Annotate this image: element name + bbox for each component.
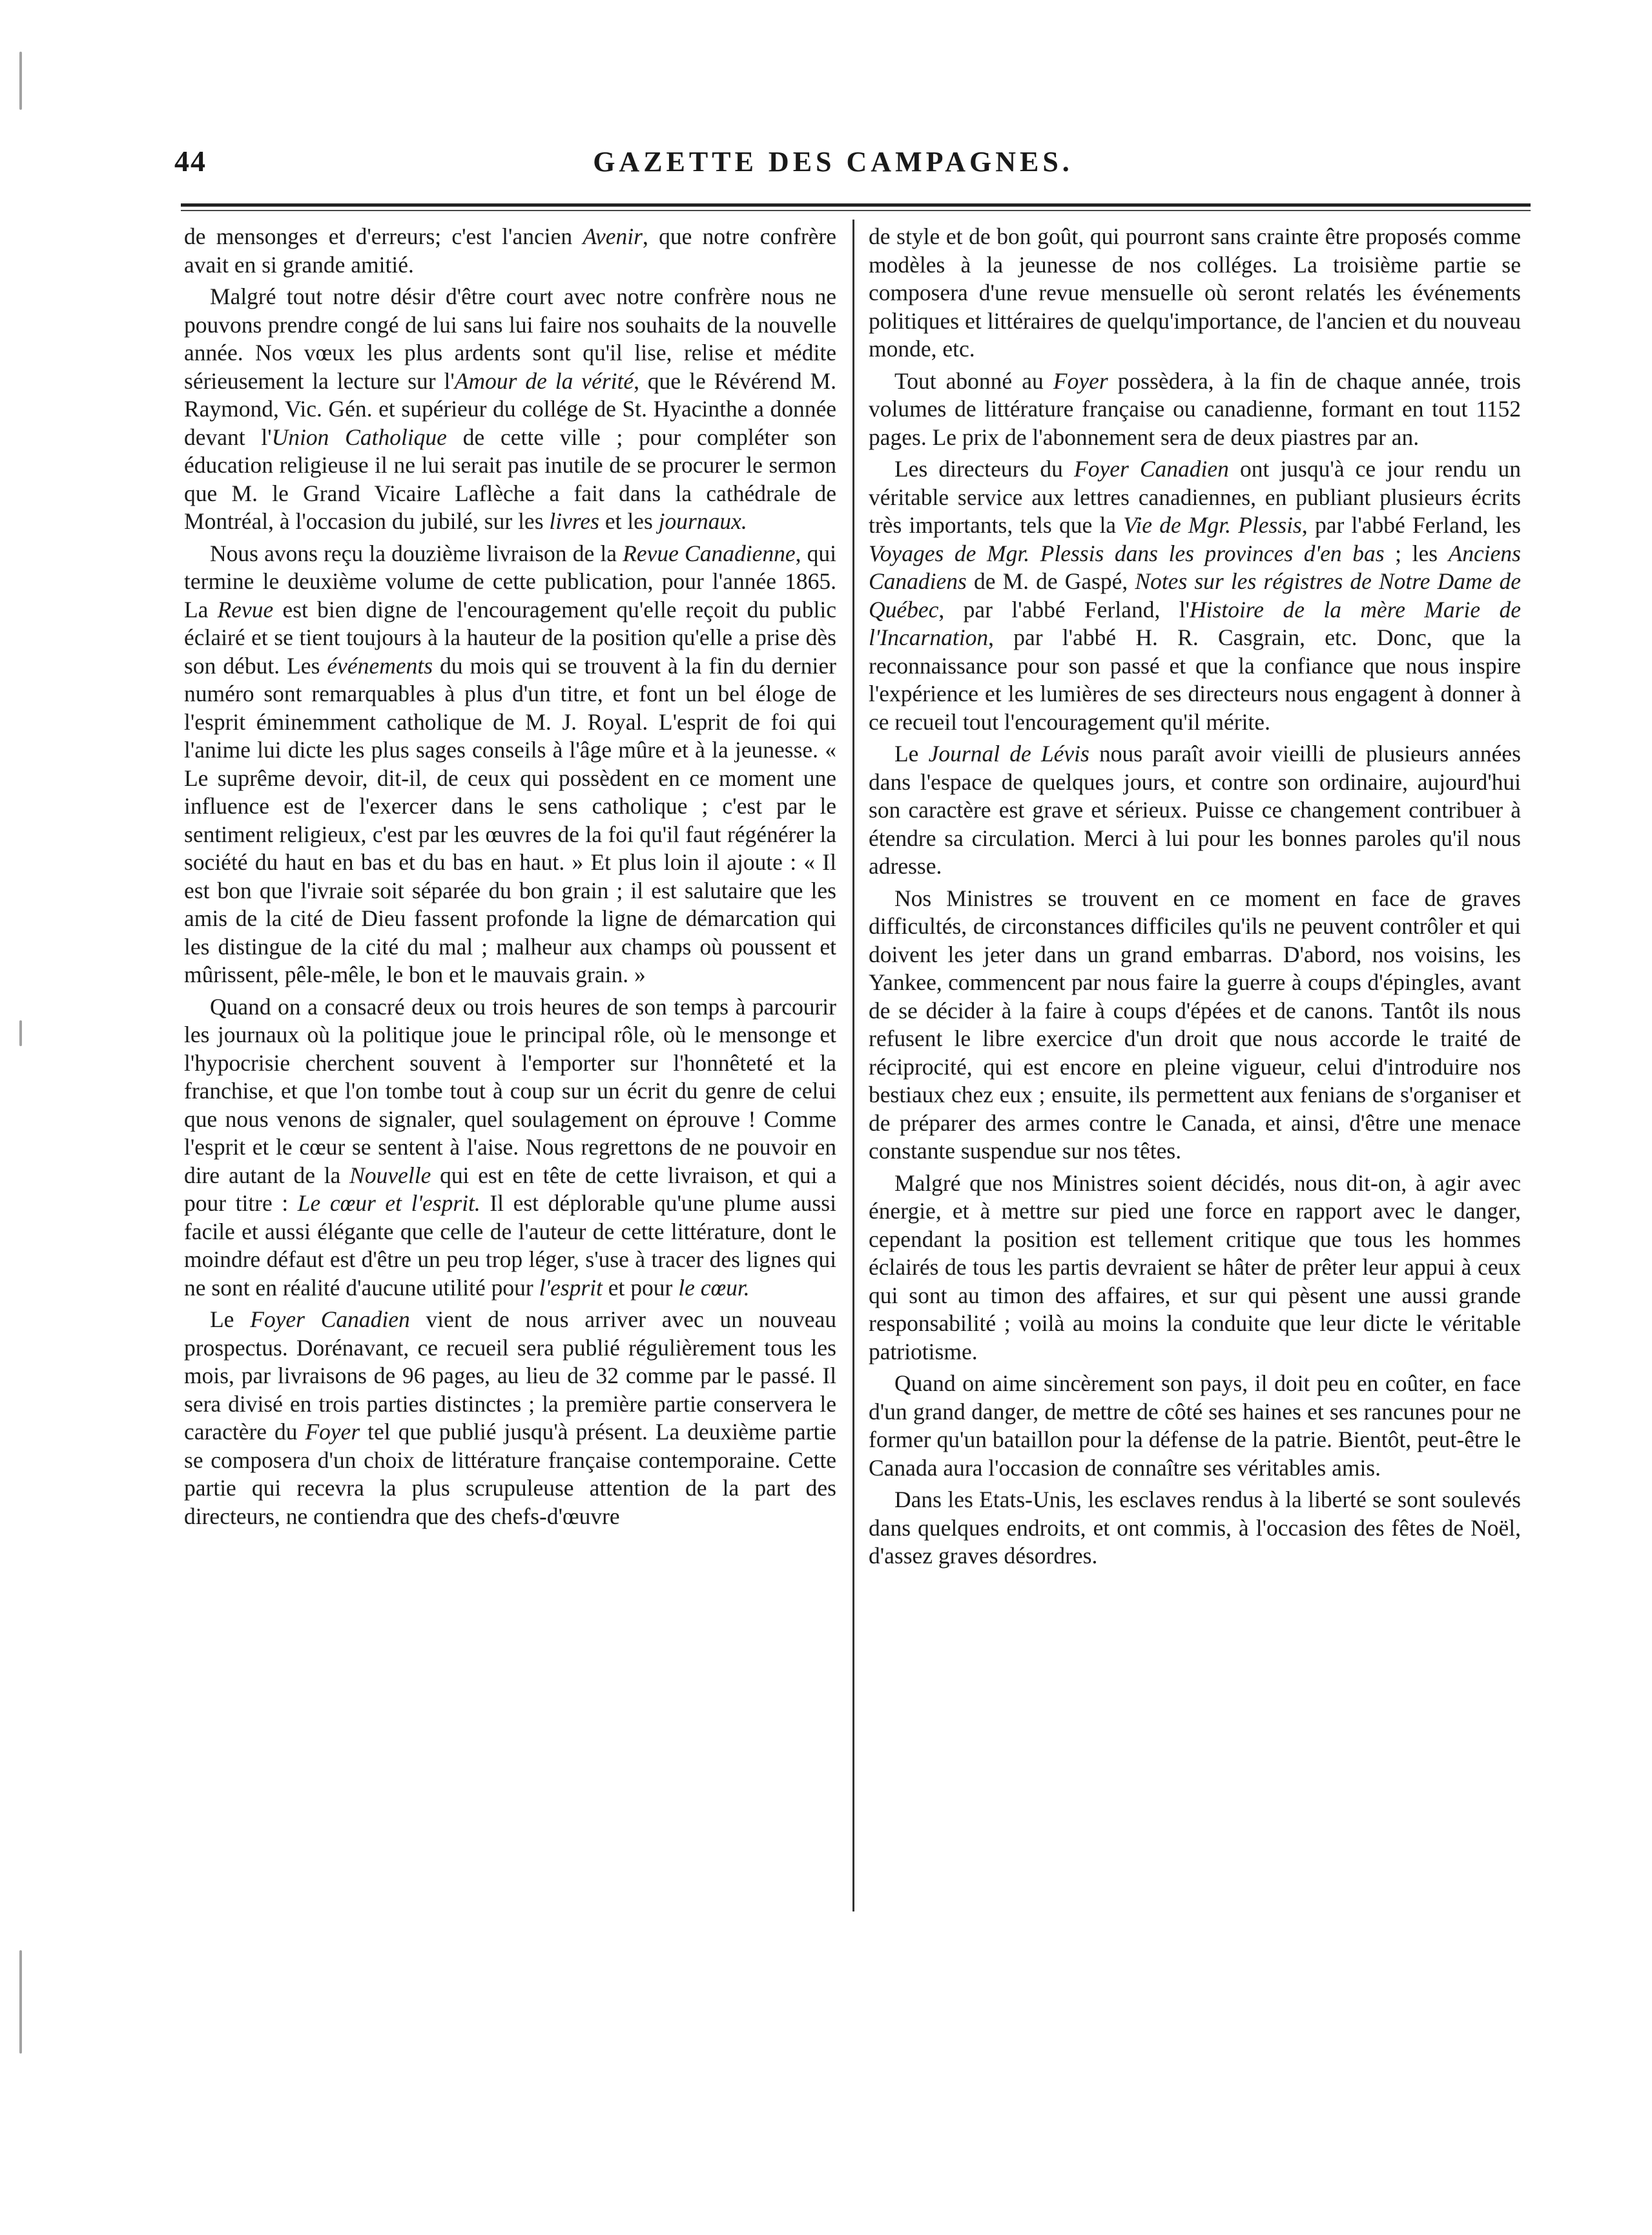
italic-text-run: Amour de la vérité [454,367,634,394]
article-paragraph [869,367,1521,452]
text-run: possèdera, à la fin de chaque année, trois volumes de littérature française ou canadienne, formant en tout 1152 pages. Le prix de l'abonnement sera de deux piastres par an. [869,367,1521,450]
text-run: est bien digne de l'encouragement qu'elle reçoit du public éclairé et se tient toujours à la hauteur de la position qu'elle a prise dès son début. Les [184,596,836,679]
text-run: Quand on a consacré deux ou trois heures de son temps à parcourir les journaux où la politique joue le principal rôle, où le mensonge et l'hypocrisie cherchent souvent à l'emporter sur l'honnêteté et la franchise, et que l'on tombe tout à coup sur un écrit du genre de celui que nous venons de signaler, quel soulagement on éprouve ! Comme l'esprit et le cœur se sentent à l'aise. Nous regrettons de ne pouvoir en dire autant de la [184,993,836,1188]
italic-text-run: Revue Canadienne [623,540,796,566]
article-paragraph [869,885,1521,1166]
italic-text-run: Union Catholique [271,424,447,450]
header-rule-thin [181,210,1531,211]
text-run: Nos Ministres se trouvent en ce moment en face de graves difficultés, de circonstances difficiles qu'ils ne peuvent contrôler et qui doivent les jeter dans un grand embarras. D'abord, nos voisins, les Yankee, commencent par nous faire la guerre à coups d'épingles, avant de se décider à la faire à coups d'épées et de canons. Tantôt ils nous refusent le libre exercice d'un droit que nous accorde le traité de réciprocité, qui est encore en pleine vigueur, celui d'introduire nos bestiaux chez eux ; ensuite, ils permettent aux fenians de s'organiser et de préparer des armes contre le Canada, et ainsi, d'être une menace constante suspendue sur nos têtes. [869,885,1521,1164]
italic-text-run: Le cœur et l'esprit. [297,1190,480,1216]
article-paragraph [184,993,836,1303]
italic-text-run: l'esprit [539,1274,603,1301]
text-run: de style et de bon goût, qui pourront sans crainte être proposés comme modèles à la jeunesse de nos colléges. La troisième partie se composera d'une revue mensuelle où seront relatés les événements politiques et littéraires de quelqu'importance, de l'ancien et du nouveau monde, etc. [869,223,1521,362]
italic-text-run: Avenir [583,223,643,249]
italic-text-run: Revue [217,596,274,623]
text-run: , par l'abbé H. R. Casgrain, etc. Donc, que la reconnaissance pour son passé et que la confiance que nous inspire l'expérience et les lumières de ses directeurs nous engagent à donner à ce recueil tout l'encouragement qu'il mérite. [869,624,1521,735]
text-run: nous paraît avoir vieilli de plusieurs années dans l'espace de quelques jours, et contre son ordinaire, aujourd'hui son caractère est grave et sérieux. Puisse ce changement contribuer à étendre sa circulation. Merci à lui pour les bonnes paroles qu'il nous adresse. [869,741,1521,879]
text-run: ; les [1384,540,1449,566]
text-run: de cette ville ; pour compléter son éducation religieuse il ne lui serait pas inutile de se procurer le sermon que M. le Grand Vicaire Laflèche a fait dans la cathédrale de Montréal, à l'occasion du jubilé, sur les [184,424,836,534]
italic-text-run: Nouvelle [349,1162,431,1188]
text-run: de mensonges et d'erreurs; c'est l'ancien [184,223,583,249]
scan-mark [19,52,22,110]
page-header [161,132,1505,191]
text-run: , qui termine le deuxième volume de cette publication, pour l'année 1865. La [184,540,836,623]
italic-text-run: Foyer [1053,367,1108,394]
italic-text-run: le cœur. [678,1274,750,1301]
article-paragraph [869,223,1521,364]
running-title: GAZETTE DES CAMPAGNES. [593,146,1073,178]
page-number: 44 [174,145,207,178]
text-run: et les [599,508,659,534]
italic-text-run: Histoire de la mère Marie de l'Incarnation [869,596,1521,650]
text-run: Malgré tout notre désir d'être court avec notre confrère nous ne pouvons prendre congé de lui sans lui faire nos souhaits de la nouvelle année. Nos vœux les plus ardents sont qu'il lise, relise et médite sérieusement la lecture sur l' [184,283,836,394]
scan-mark [19,1950,22,2054]
text-run: Le [210,1306,251,1332]
column-divider [852,220,854,1911]
text-run: Les directeurs du [894,456,1075,482]
article-paragraph [869,1486,1521,1571]
text-run: qui est en tête de cette livraison, et qui a pour titre : [184,1162,836,1216]
article-paragraph [184,283,836,536]
text-run: Nous avons reçu la douzième livraison de la [210,540,623,566]
article-paragraph [869,455,1521,736]
italic-text-run: Anciens Canadiens [869,540,1521,594]
text-run: Quand on aime sincèrement son pays, il doit peu en coûter, en face d'un grand danger, de mettre de côté ses haines et ses rancunes pour ne former qu'un bataillon pour la défense de la patrie. Bientôt, peut-être le Canada aura l'occasion de connaître ses véritables amis. [869,1370,1521,1481]
text-run: Il est déplorable qu'une plume aussi facile et aussi élégante que celle de l'auteur de cette littérature, dont le moindre défaut est d'être un peu trop léger, s'use à tracer des lignes qui ne sont en réalité d'aucune utilité pour [184,1190,836,1301]
article-paragraph [184,1306,836,1530]
italic-text-run: événements [327,652,433,679]
italic-text-run: journaux. [658,508,747,534]
text-run: Dans les Etats-Unis, les esclaves rendus à la liberté se sont soulevés dans quelques endroits, et ont commis, à l'occasion des fêtes de Noël, d'assez graves désordres. [869,1487,1521,1569]
italic-text-run: Vie de Mgr. Plessis [1123,512,1302,538]
italic-text-run: Voyages de Mgr. Plessis dans les provinces d'en bas [869,540,1385,566]
left-column [184,223,836,1921]
text-run: Le [894,741,929,767]
article-paragraph [869,740,1521,881]
article-paragraph [869,1370,1521,1482]
text-run: Malgré que nos Ministres soient décidés, nous dit-on, à agir avec énergie, et à mettre sur pied une force en rapport avec le danger, cependant la position est tellement critique que tous les hommes éclairés de tous les partis devraient se hâter de prêter leur appui à ceux qui sont au timon des affaires, et sur qui pèsent une aussi grande responsabilité ; voilà au moins la conduite que leur dicte le véritable patriotisme. [869,1169,1521,1365]
article-paragraph [184,223,836,279]
article-paragraph [869,1169,1521,1366]
text-run: du mois qui se trouvent à la fin du dernier numéro sont remarquables à plus d'un titre, et font un bel éloge de l'esprit éminemment catholique de M. J. Royal. L'esprit de foi qui l'anime lui dicte les plus sages conseils à l'âge mûre et à la jeunesse. « Le suprême devoir, dit-il, de ceux qui possèdent en ce moment une influence est de l'exercer dans le sens catholique ; c'est par le sentiment religieux, c'est par les œuvres de la foi qu'il faut régénérer la société du haut en bas et du bas en haut. » Et plus loin il ajoute : « Il est bon que l'ivraie soit séparée du bon grain ; il est salutaire que les amis de la cité de Dieu fassent profonde la ligne de démarcation qui les distingue de la cité du mal ; malheur aux champs où poussent et mûrissent, pêle-mêle, le bon et le mauvais grain. » [184,652,836,987]
header-rule-thick [181,203,1531,207]
text-run: , par l'abbé Ferland, les [1301,512,1521,538]
text-run: , que le Révérend M. Raymond, Vic. Gén. et supérieur du collége de St. Hyacinthe a donnée devant l' [184,367,836,450]
text-run: vient de nous arriver avec un nouveau prospectus. Dorénavant, ce recueil sera publié régulièrement tous les mois, par livraisons de 96 pages, au lieu de 32 comme par le passé. Il sera divisé en trois parties distinctes ; la première partie conservera le caractère du [184,1306,836,1445]
text-run: Tout abonné au [894,367,1053,394]
article-paragraph [184,540,836,989]
italic-text-run: Foyer [305,1419,360,1445]
scan-mark [19,1020,22,1046]
italic-text-run: Foyer Canadien [250,1306,410,1332]
italic-text-run: Notes sur les régistres de Notre Dame de Québec [869,568,1521,623]
text-run: , par l'abbé Ferland, l' [938,596,1190,623]
text-run: et pour [602,1274,679,1301]
text-run: ont jusqu'à ce jour rendu un véritable service aux lettres canadiennes, en publiant plusieurs écrits très importants, tels que la [869,456,1521,538]
italic-text-run: Journal de Lévis [928,741,1089,767]
text-run: , que notre confrère avait en si grande amitié. [184,223,836,278]
text-run: tel que publié jusqu'à présent. La deuxième partie se composera d'un choix de littérature française contemporaine. Cette partie qui recevra la plus scrupuleuse attention de la part des directeurs, ne contiendra que des chefs-d'œuvre [184,1419,836,1529]
italic-text-run: Foyer Canadien [1074,456,1229,482]
italic-text-run: livres [549,508,599,534]
right-column [869,223,1521,1921]
text-run: de M. de Gaspé, [966,568,1135,594]
